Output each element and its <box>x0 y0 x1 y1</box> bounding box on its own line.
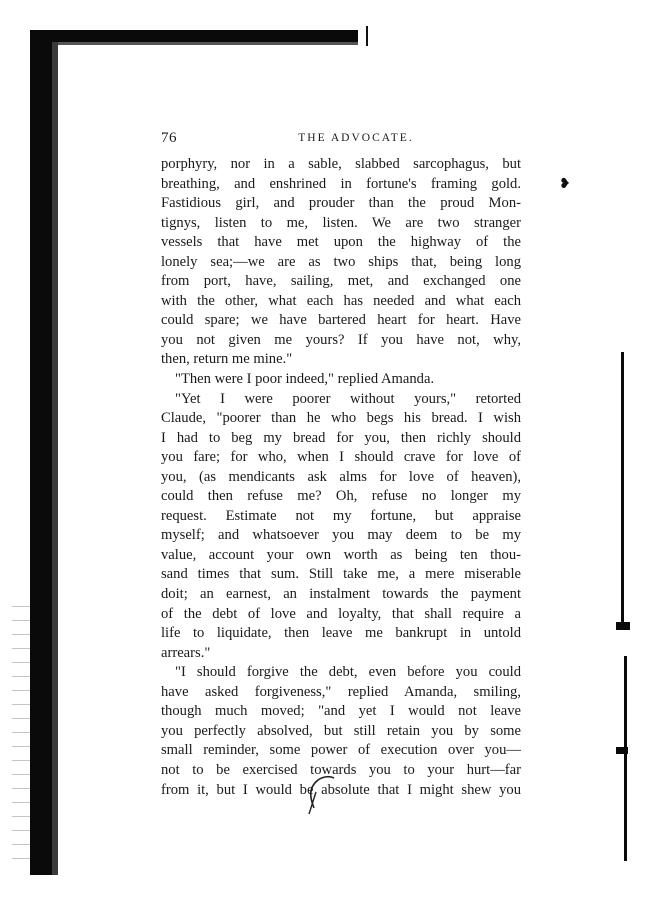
text-line: from it, but I would be absolute that I might shew you <box>161 781 521 798</box>
right-edge-line-upper <box>621 352 624 627</box>
text-line: have asked forgiveness," replied Amanda, smiling, <box>161 683 521 700</box>
text-line: though much moved; "and yet I would not leave <box>161 703 521 720</box>
right-edge-mark <box>616 747 628 754</box>
text-line: I had to beg my bread for you, then richly should <box>161 429 521 446</box>
text-line: myself; and whatsoever you may deem to be my <box>161 527 521 544</box>
text-line: you not given me yours? If you have not, why, <box>161 331 521 348</box>
body-text <box>161 155 521 800</box>
text-line: could spare; we have bartered heart for heart. Have <box>161 312 521 329</box>
page-number: 76 <box>161 130 177 146</box>
text-line: porphyry, nor in a sable, slabbed sarcophagus, but <box>161 156 521 172</box>
text-line: small reminder, some power of execution over you— <box>161 742 521 759</box>
text-line: not to be exercised towards you to your hurt—far <box>161 761 521 778</box>
text-line: Fastidious girl, and prouder than the proud Mon- <box>161 195 521 212</box>
text-line: tignys, listen to me, listen. We are two stranger <box>161 214 521 231</box>
text-line: "Yet I were poorer without yours," retorted <box>175 390 521 407</box>
page-header <box>161 130 521 152</box>
text-line: sand times that sum. Still take me, a mere miserable <box>161 566 521 583</box>
text-line: of the debt of love and loyalty, that shall require a <box>161 605 521 622</box>
text-line: "Then were I poor indeed," replied Amanda. <box>175 371 435 388</box>
text-line: you, (as mendicants ask alms for love of heaven), <box>161 468 521 485</box>
text-line: lonely sea;—we are as two ships that, being long <box>161 253 521 270</box>
text-line: Claude, "poorer than he who begs his bread. I wish <box>161 410 521 427</box>
text-line: could then refuse me? Oh, refuse no longer my <box>161 488 521 505</box>
text-line: life to liquidate, then leave me bankrupt in untold <box>161 625 521 642</box>
text-line: breathing, and enshrined in fortune's framing gold. <box>161 175 521 192</box>
scan-noise <box>12 600 30 860</box>
top-edge-line <box>58 42 358 45</box>
running-head: THE ADVOCATE. <box>298 132 414 144</box>
text-line: request. Estimate not my fortune, but appraise <box>161 507 521 524</box>
text-line: from port, have, sailing, met, and exchanged one <box>161 273 521 290</box>
margin-ink-mark: ❥ <box>559 177 571 192</box>
text-line: you perfectly absolved, but still retain you by some <box>161 722 521 739</box>
text-line: arrears." <box>161 644 211 661</box>
text-line: vessels that have met upon the highway of the <box>161 234 521 251</box>
top-edge-tick <box>366 26 368 46</box>
text-line: then, return me mine." <box>161 351 293 368</box>
book-spine-edge <box>52 30 58 875</box>
text-line: "I should forgive the debt, even before you could <box>175 664 521 681</box>
text-line: doit; an earnest, an instalment towards the payment <box>161 586 521 603</box>
text-line: with the other, what each has needed and what each <box>161 292 521 309</box>
right-edge-line-lower <box>624 656 627 861</box>
right-edge-mark <box>616 622 630 630</box>
text-line: you fare; for who, when I should crave for love of <box>161 449 521 466</box>
text-line: value, account your own worth as being ten thou- <box>161 546 521 563</box>
book-spine-shadow <box>30 30 52 875</box>
top-edge-shadow <box>52 30 358 42</box>
